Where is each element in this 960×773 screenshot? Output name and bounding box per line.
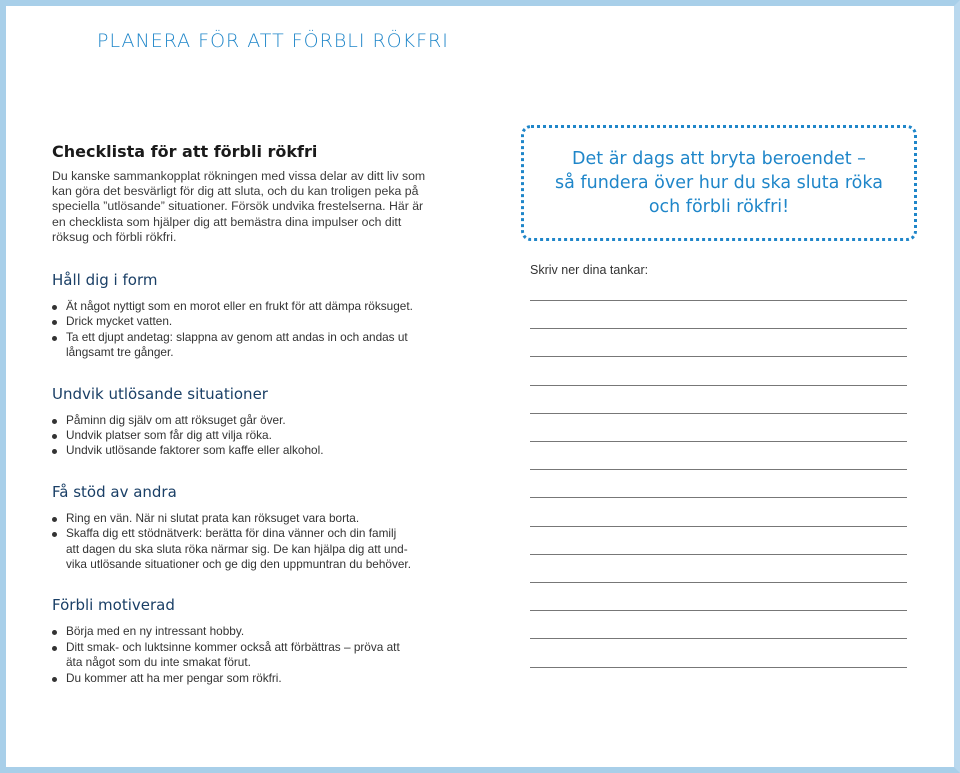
- bullet-icon: [52, 419, 57, 424]
- list-item-text: vika utlösande situationer och ge dig den uppmuntran du behöver.: [66, 557, 411, 572]
- bullet-icon: [52, 320, 57, 325]
- list-item-text: Ät något nyttigt som en morot eller en frukt för att dämpa röksuget.: [66, 299, 413, 314]
- section-title: Undvik utlösande situationer: [52, 384, 268, 403]
- writing-line[interactable]: [530, 610, 907, 611]
- writing-line[interactable]: [530, 554, 907, 555]
- list-item: [52, 526, 442, 572]
- intro-line: speciella ”utlösande” situationer. Försök undvika frestelserna. Här är: [52, 199, 424, 214]
- bullet-icon: [52, 434, 57, 439]
- list-item: [52, 443, 442, 458]
- list-item: [52, 413, 442, 428]
- writing-line[interactable]: [530, 413, 907, 414]
- list-item: [52, 314, 442, 329]
- section-title: Håll dig i form: [52, 271, 158, 290]
- list-item: [52, 671, 442, 686]
- bullet-list: [52, 511, 442, 573]
- list-item: [52, 511, 442, 526]
- intro-text: [52, 169, 442, 245]
- list-item-text: Undvik platser som får dig att vilja röka.: [66, 428, 272, 443]
- bullet-list: [52, 624, 442, 686]
- bullet-icon: [52, 517, 57, 522]
- writing-line[interactable]: [530, 441, 907, 442]
- page-title: PLANERA FÖR ATT FÖRBLI RÖKFRI: [97, 30, 449, 52]
- list-item: [52, 428, 442, 443]
- list-item: [52, 299, 442, 314]
- list-item-text: Ditt smak- och luktsinne kommer också att förbättras – pröva att: [66, 639, 400, 654]
- notes-label: Skriv ner dina tankar:: [530, 263, 649, 277]
- list-item-text: Börja med en ny intressant hobby.: [66, 624, 245, 639]
- bullet-icon: [52, 630, 57, 635]
- intro-line: röksug och förbli rökfri.: [52, 229, 177, 244]
- list-item: [52, 640, 442, 671]
- intro-line: en checklista som hjälper dig att bemästra dina impulser och ditt: [52, 214, 402, 229]
- list-item-text: Ring en vän. När ni slutat prata kan röksuget vara borta.: [66, 510, 360, 525]
- list-item: [52, 330, 442, 361]
- writing-line[interactable]: [530, 667, 907, 668]
- list-item-text: Du kommer att ha mer pengar som rökfri.: [66, 670, 282, 685]
- list-item-text: Undvik utlösande faktorer som kaffe eller alkohol.: [66, 443, 324, 458]
- section-title: Få stöd av andra: [52, 482, 177, 501]
- list-item-text: att dagen du ska sluta röka närmar sig. De kan hjälpa dig att und-: [66, 541, 408, 556]
- checklist-column: [52, 142, 442, 686]
- writing-line[interactable]: [530, 469, 907, 470]
- list-item-text: Drick mycket vatten.: [66, 314, 173, 329]
- bullet-icon: [52, 449, 57, 454]
- bullet-icon: [52, 677, 57, 682]
- bullet-icon: [52, 336, 57, 341]
- writing-line[interactable]: [530, 356, 907, 357]
- writing-line[interactable]: [530, 300, 907, 301]
- list-item-text: långsamt tre gånger.: [66, 345, 174, 360]
- callout-box: [521, 125, 917, 241]
- list-item-text: Påminn dig själv om att röksuget går över.: [66, 412, 286, 427]
- writing-line[interactable]: [530, 497, 907, 498]
- list-item-text: Skaffa dig ett stödnätverk: berätta för dina vänner och din familj: [66, 526, 397, 541]
- bullet-list: [52, 413, 442, 459]
- bullet-list: [52, 299, 442, 361]
- intro-title: Checklista för att förbli rökfri: [52, 142, 318, 161]
- list-item: [52, 624, 442, 639]
- intro-line: Du kanske sammankopplat rökningen med vissa delar av ditt liv som: [52, 169, 426, 183]
- list-item-text: Ta ett djupt andetag: slappna av genom att andas in och andas ut: [66, 329, 408, 344]
- callout-text: Det är dags att bryta beroendet – så fundera över hur du ska sluta röka och förbli rökfri!: [555, 149, 883, 217]
- writing-line[interactable]: [530, 582, 907, 583]
- writing-line[interactable]: [530, 526, 907, 527]
- writing-line[interactable]: [530, 638, 907, 639]
- writing-line[interactable]: [530, 328, 907, 329]
- sections: [52, 271, 442, 686]
- bullet-icon: [52, 646, 57, 651]
- list-item-text: äta något som du inte smakat förut.: [66, 655, 251, 670]
- intro-line: kan göra det besvärligt för dig att sluta, och du kan troligen peka på: [52, 184, 419, 199]
- section-title: Förbli motiverad: [52, 596, 175, 615]
- writing-line[interactable]: [530, 385, 907, 386]
- bullet-icon: [52, 305, 57, 310]
- bullet-icon: [52, 532, 57, 537]
